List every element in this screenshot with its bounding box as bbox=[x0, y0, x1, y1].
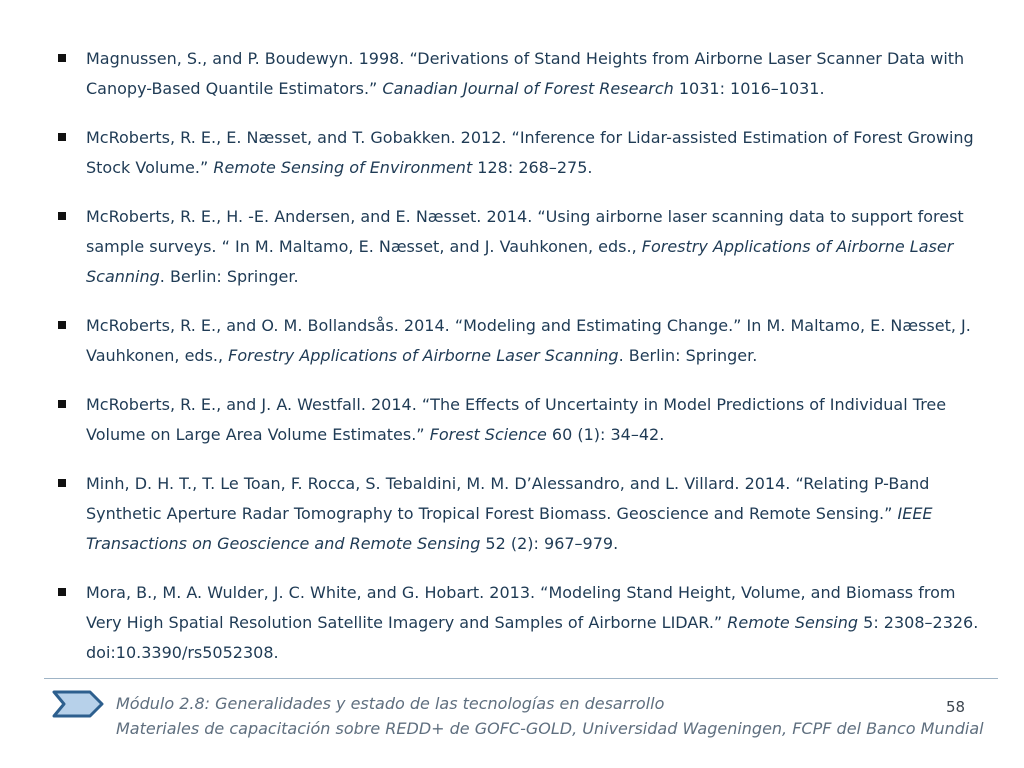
footer-divider bbox=[44, 678, 998, 679]
reference-item bbox=[56, 44, 996, 104]
square-bullet-icon bbox=[58, 479, 66, 487]
reference-text: Minh, D. H. T., T. Le Toan, F. Rocca, S. Tebaldini, M. M. D’Alessandro, and L. Villard. 2014. “Relating P-Band Synthetic Aperture Radar Tomography to Tropical Forest Biomass. Geoscience and Remote Sensing.” bbox=[86, 474, 930, 523]
reference-citation: 52 (2): 967–979. bbox=[480, 534, 619, 553]
reference-text: McRoberts, R. E., and J. A. Westfall. 2014. “The Effects of Uncertainty in Model Predictions of Individual Tree Volume on Large Area Volume Estimates.” bbox=[86, 395, 947, 444]
page-number: 58 bbox=[946, 698, 966, 716]
reference-item bbox=[56, 123, 996, 183]
book-title: Forestry Applications of Airborne Laser Scanning bbox=[228, 346, 619, 365]
reference-item bbox=[56, 311, 996, 371]
reference-item bbox=[56, 390, 996, 450]
reference-list bbox=[56, 44, 996, 687]
journal-title: Remote Sensing of Environment bbox=[213, 158, 473, 177]
journal-title: Canadian Journal of Forest Research bbox=[382, 79, 674, 98]
square-bullet-icon bbox=[58, 321, 66, 329]
square-bullet-icon bbox=[58, 54, 66, 62]
reference-citation: . Berlin: Springer. bbox=[618, 346, 758, 365]
reference-text: McRoberts, R. E., E. Næsset, and T. Gobakken. 2012. “Inference for Lidar-assisted Estimation of Forest Growing Stock Volume.” bbox=[86, 128, 974, 177]
reference-citation: 5: 2308–2326. doi:10.3390/rs5052308. bbox=[86, 613, 979, 662]
journal-title: Remote Sensing bbox=[727, 613, 859, 632]
journal-title: Forest Science bbox=[429, 425, 547, 444]
square-bullet-icon bbox=[58, 212, 66, 220]
reference-citation: 128: 268–275. bbox=[472, 158, 593, 177]
reference-item bbox=[56, 202, 996, 292]
square-bullet-icon bbox=[58, 588, 66, 596]
square-bullet-icon bbox=[58, 133, 66, 141]
square-bullet-icon bbox=[58, 400, 66, 408]
reference-item bbox=[56, 469, 996, 559]
reference-text: Magnussen, S., and P. Boudewyn. 1998. “Derivations of Stand Heights from Airborne Laser Scanner Data with Canopy-Based Quantile Estimators.” bbox=[86, 49, 965, 98]
book-title: Forestry Applications of Airborne Laser Scanning bbox=[86, 237, 954, 286]
journal-title: IEEE Transactions on Geoscience and Remote Sensing bbox=[86, 504, 933, 553]
chevron-right-icon bbox=[52, 690, 104, 718]
course-credits: Materiales de capacitación sobre REDD+ de GOFC-GOLD, Universidad Wageningen, FCPF del Banco Mundial bbox=[116, 719, 984, 738]
reference-text: McRoberts, R. E., H. -E. Andersen, and E. Næsset. 2014. “Using airborne laser scanning data to support forest sample surveys. “ In M. Maltamo, E. Næsset, and J. Vauhkonen, eds., bbox=[86, 207, 964, 256]
module-title: Módulo 2.8: Generalidades y estado de las tecnologías en desarrollo bbox=[116, 694, 665, 713]
reference-citation: 60 (1): 34–42. bbox=[546, 425, 665, 444]
reference-text: Mora, B., M. A. Wulder, J. C. White, and G. Hobart. 2013. “Modeling Stand Height, Volume, and Biomass from Very High Spatial Resolution Satellite Imagery and Samples of Airborne LIDAR.” bbox=[86, 583, 956, 632]
reference-text: McRoberts, R. E., and O. M. Bollandsås. 2014. “Modeling and Estimating Change.” In M. Maltamo, E. Næsset, J. Vauhkonen, eds., bbox=[86, 316, 971, 365]
reference-citation: . Berlin: Springer. bbox=[159, 267, 299, 286]
reference-citation: 1031: 1016–1031. bbox=[673, 79, 825, 98]
reference-item bbox=[56, 578, 996, 668]
